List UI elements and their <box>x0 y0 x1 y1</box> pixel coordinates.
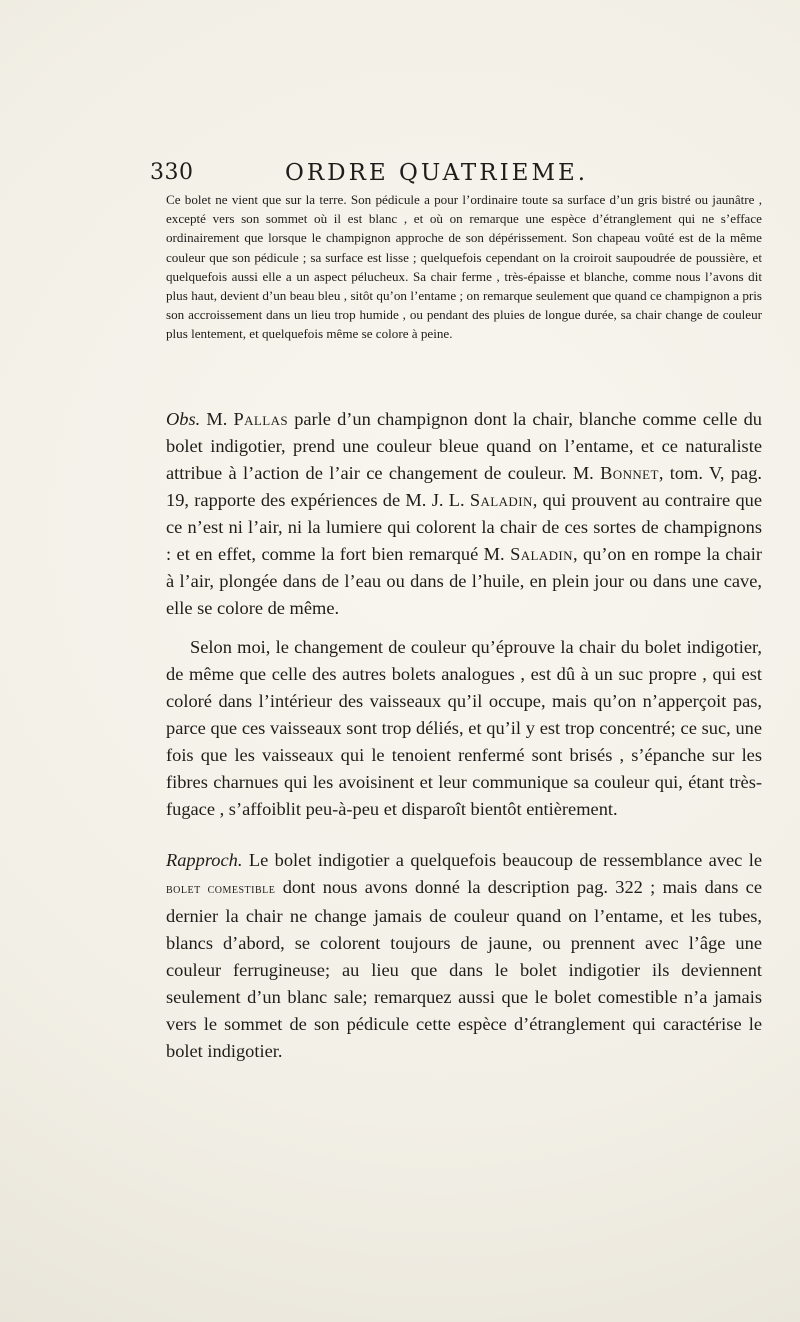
rapproch-text-2: dont nous avons donné la description pag. 322 ; mais dans ce dernier la chair ne change jamais de couleur quand on l’entame, et les tubes, blancs d’abord, se colorent toujours de jaune, ou prennent avec l’âge une couleur ferrugineuse; au lieu que dans le bolet indigotier ils deviennent seulement d’un blanc sale; remarquez aussi que le bolet comestible n’a jamais vers le sommet de son pédicule cette espèce d’étranglement qui caractérise le bolet indigotier. <box>166 877 762 1061</box>
author-saladin-2: Saladin <box>510 544 573 564</box>
obs-label: Obs. <box>166 409 201 429</box>
author-bonnet: Bonnet <box>600 463 659 483</box>
description-block <box>166 190 762 344</box>
observation-paragraph <box>166 406 762 622</box>
obs-text-1: M. <box>200 409 234 429</box>
page-number: 330 <box>150 160 194 185</box>
paragraph-spacer <box>166 835 762 847</box>
description-paragraph: Ce bolet ne vient que sur la terre. Son pédicule a pour l’ordinaire toute sa surface d’un gris bistré ou jaunâtre , excepté vers son sommet où il est blanc , et où on remarque une espèce d’étranglement qui ne s’efface ordinairement que lorsque le champignon approche de son dépérissement. Son chapeau voûté est de la même couleur que son pédicule ; sa surface est lisse ; quelquefois cependant on la croiroit saupoudrée de poussière, et quelquefois aussi elle a un aspect pélucheux. Sa chair ferme , très-épaisse et blanche, comme nous l’avons dit plus haut, devient d’un beau bleu , sitôt qu’on l’entame ; on remarque seulement que quand ce champignon a pris son accroissement dans un lieu trop humide , ou pendant des pluies de longue durée, sa chair change de couleur plus lentement, et quelquefois même se colore à peine. <box>166 192 762 342</box>
obs-text-3: , tom. V, pag. 19, rapporte des expériences de M. J. L. <box>166 463 762 510</box>
author-saladin: Saladin <box>469 490 533 510</box>
page-header <box>150 160 750 192</box>
comparison-paragraph <box>166 847 762 1065</box>
obs-text-5: , qu’on en rompe la chair à l’air, plongée dans de l’eau ou dans de l’huile, en plein jour ou dans une cave, elle se colore de même. <box>166 544 762 618</box>
running-head: ORDRE QUATRIEME. <box>285 160 589 186</box>
obs-text-2: parle d’un champignon dont la chair, blanche comme celle du bolet indigotier, prend une couleur bleue quand on l’entame, et ce naturaliste attribue à l’action de l’air ce changement de couleur. M. <box>166 409 762 483</box>
opinion-paragraph: Selon moi, le changement de couleur qu’éprouve la chair du bolet indigotier, de même que celle des autres bolets analogues , est dû à un suc propre , qui est coloré dans l’intérieur des vaisseaux qu’il occupe, mais qu’on n’apperçoit pas, parce que ces vaisseaux sont trop déliés, et qu’il y est trop concentré; ce suc, une fois que les vaisseaux qui le tenoient renfermé sont brisés , s’épanche sur les fibres charnues qui les avoisinent et leur communique sa couleur qui, étant très-fugace , s’affoiblit peu-à-peu et disparoît bientôt entièrement. <box>166 637 762 819</box>
author-pallas: Pallas <box>233 409 289 429</box>
bolet-comestible-term: bolet comestible <box>166 881 276 897</box>
obs-text-4: , qui prouvent au contraire que ce n’est ni l’air, ni la lumiere qui colorent la chair de ces sortes de champignons : et en effet, comme la fort bien remarqué M. <box>166 490 762 564</box>
rapproch-text-1: Le bolet indigotier a quelquefois beaucoup de ressemblance avec le <box>242 850 762 870</box>
rapproch-label: Rapproch. <box>166 850 243 870</box>
main-text-block <box>166 406 762 1077</box>
